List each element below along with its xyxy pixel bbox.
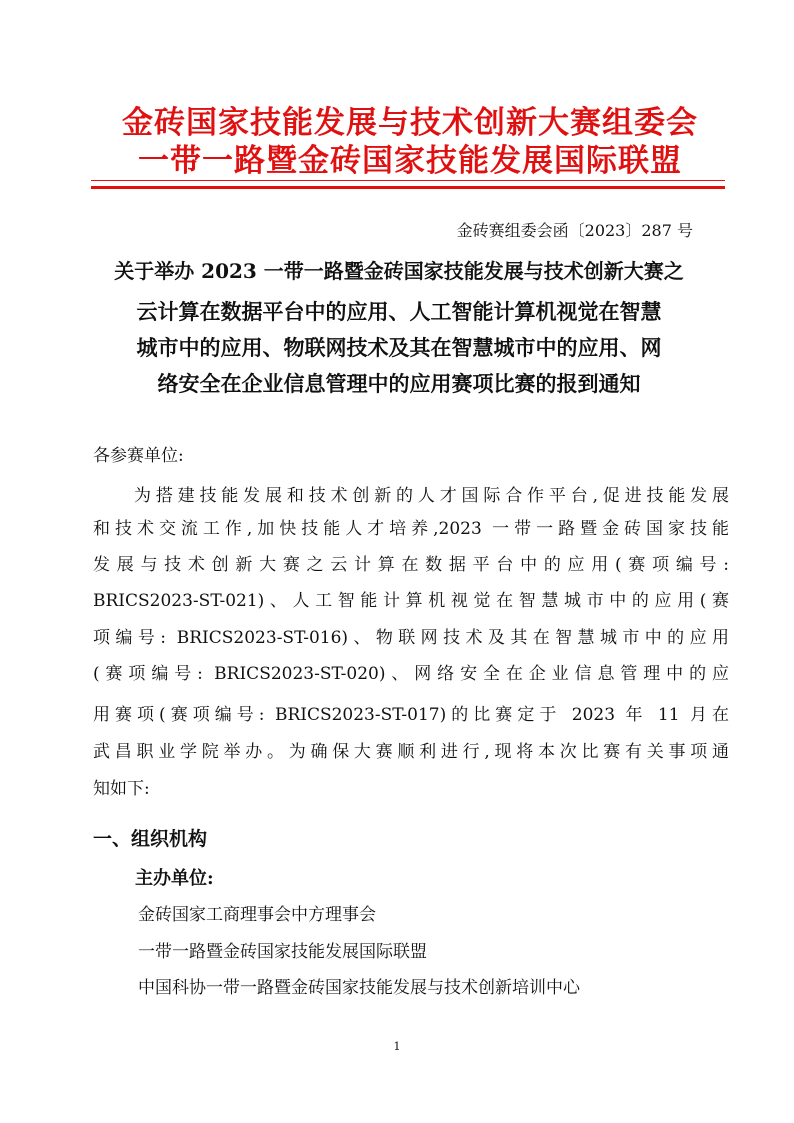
title-line-3: 城市中的应用、物联网技术及其在智慧城市中的应用、网 — [136, 335, 662, 360]
body-line: 用赛项(赛项编号: BRICS2023-ST-017)的比赛定于 2023 年 11 月在 — [93, 705, 729, 725]
section-heading-organization: 一、组织机构 — [93, 828, 208, 850]
letterhead-rule-thick — [91, 186, 725, 189]
organizer-item: 金砖国家工商理事会中方理事会 — [138, 905, 376, 925]
body-line: BRICS2023-ST-021)、人工智能计算机视觉在智慧城市中的应用(赛 — [93, 591, 729, 611]
body-line: 和技术交流工作,加快技能人才培养,2023 一带一路暨金砖国家技能 — [93, 519, 729, 539]
body-line: 知如下: — [93, 779, 150, 799]
title-line-1: 关于举办 2023 一带一路暨金砖国家技能发展与技术创新大赛之 — [114, 259, 684, 283]
organizer-item: 一带一路暨金砖国家技能发展国际联盟 — [138, 942, 427, 962]
host-label: 主办单位: — [135, 868, 214, 889]
page-number: 1 — [393, 1040, 401, 1053]
letterhead-rule-thin — [91, 180, 725, 181]
organizer-item: 中国科协一带一路暨金砖国家技能发展与技术创新培训中心 — [138, 978, 580, 998]
body-line: (赛项编号: BRICS2023-ST-020)、网络安全在企业信息管理中的应 — [93, 664, 729, 684]
body-line: 为搭建技能发展和技术创新的人才国际合作平台,促进技能发展 — [134, 486, 729, 506]
letterhead-line-2: 一带一路暨金砖国家技能发展国际联盟 — [138, 143, 682, 179]
letterhead-line-1: 金砖国家技能发展与技术创新大赛组委会 — [122, 105, 698, 141]
document-number: 金砖赛组委会函〔2023〕287 号 — [456, 221, 693, 240]
body-line: 项编号: BRICS2023-ST-016)、物联网技术及其在智慧城市中的应用 — [93, 628, 729, 648]
title-line-4: 络安全在企业信息管理中的应用赛项比赛的报到通知 — [157, 371, 641, 396]
title-line-2: 云计算在数据平台中的应用、人工智能计算机视觉在智慧 — [136, 299, 662, 324]
body-line: 发展与技术创新大赛之云计算在数据平台中的应用(赛项编号: — [93, 555, 729, 575]
body-line: 武昌职业学院举办。为确保大赛顺利进行,现将本次比赛有关事项通 — [93, 742, 729, 762]
salutation: 各参赛单位: — [93, 446, 184, 466]
